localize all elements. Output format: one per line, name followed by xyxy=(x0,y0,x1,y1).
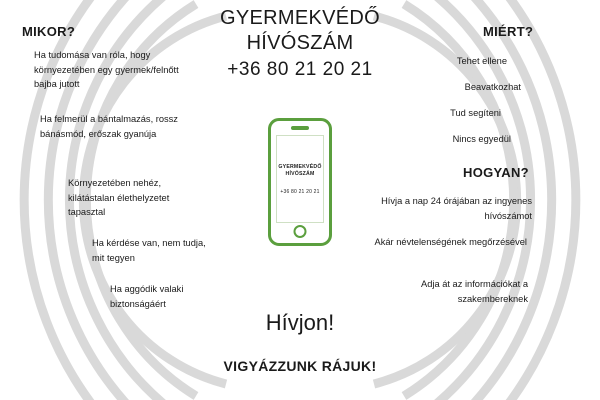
title-line-2: HÍVÓSZÁM xyxy=(246,32,354,54)
phone-speaker-icon xyxy=(291,126,309,130)
title-line-1: GYERMEKVÉDŐ xyxy=(220,7,380,29)
list-item: Nincs egyedül xyxy=(452,134,511,144)
poster-title xyxy=(170,6,430,83)
phone-home-icon xyxy=(294,225,307,238)
list-item: Tud segíteni xyxy=(450,108,501,118)
list-item: Környezetében nehéz, kilátástalan élethelyzetet tapasztal xyxy=(68,178,170,217)
cta-sub: VIGYÁZZUNK RÁJUK! xyxy=(223,358,377,374)
list-item: Akár névtelenségének megőrzésével xyxy=(374,237,527,247)
list-item: Adja át az információkat a szakembereknek xyxy=(421,279,528,304)
cta-main: Hívjon! xyxy=(265,310,335,335)
phone-screen xyxy=(276,135,324,223)
title-phone-number: +36 80 21 20 21 xyxy=(227,59,373,80)
list-item: Ha tudomása van róla, hogy környezetében egy gyermek/felnőtt bajba jutott xyxy=(34,50,179,89)
list-item: Tehet ellene xyxy=(456,56,507,66)
heading-hogyan: HOGYAN? xyxy=(463,165,529,180)
heading-mikor: MIKOR? xyxy=(22,24,76,39)
phone-icon xyxy=(268,118,332,246)
list-item: Beavatkozhat xyxy=(464,82,521,92)
list-item: Ha aggódik valaki biztonságáért xyxy=(110,284,184,309)
list-item: Ha kérdése van, nem tudja, mit tegyen xyxy=(92,238,206,263)
list-item: Ha felmerül a bántalmazás, rossz bánásmód, erőszak gyanúja xyxy=(40,114,178,139)
list-item: Hívja a nap 24 órájában az ingyenes hívószámot xyxy=(381,196,532,221)
heading-miert: MIÉRT? xyxy=(483,24,534,39)
phone-screen-number: +36 80 21 20 21 xyxy=(280,188,320,195)
phone-screen-title: GYERMEKVÉDŐ HÍVÓSZÁM xyxy=(278,163,322,177)
